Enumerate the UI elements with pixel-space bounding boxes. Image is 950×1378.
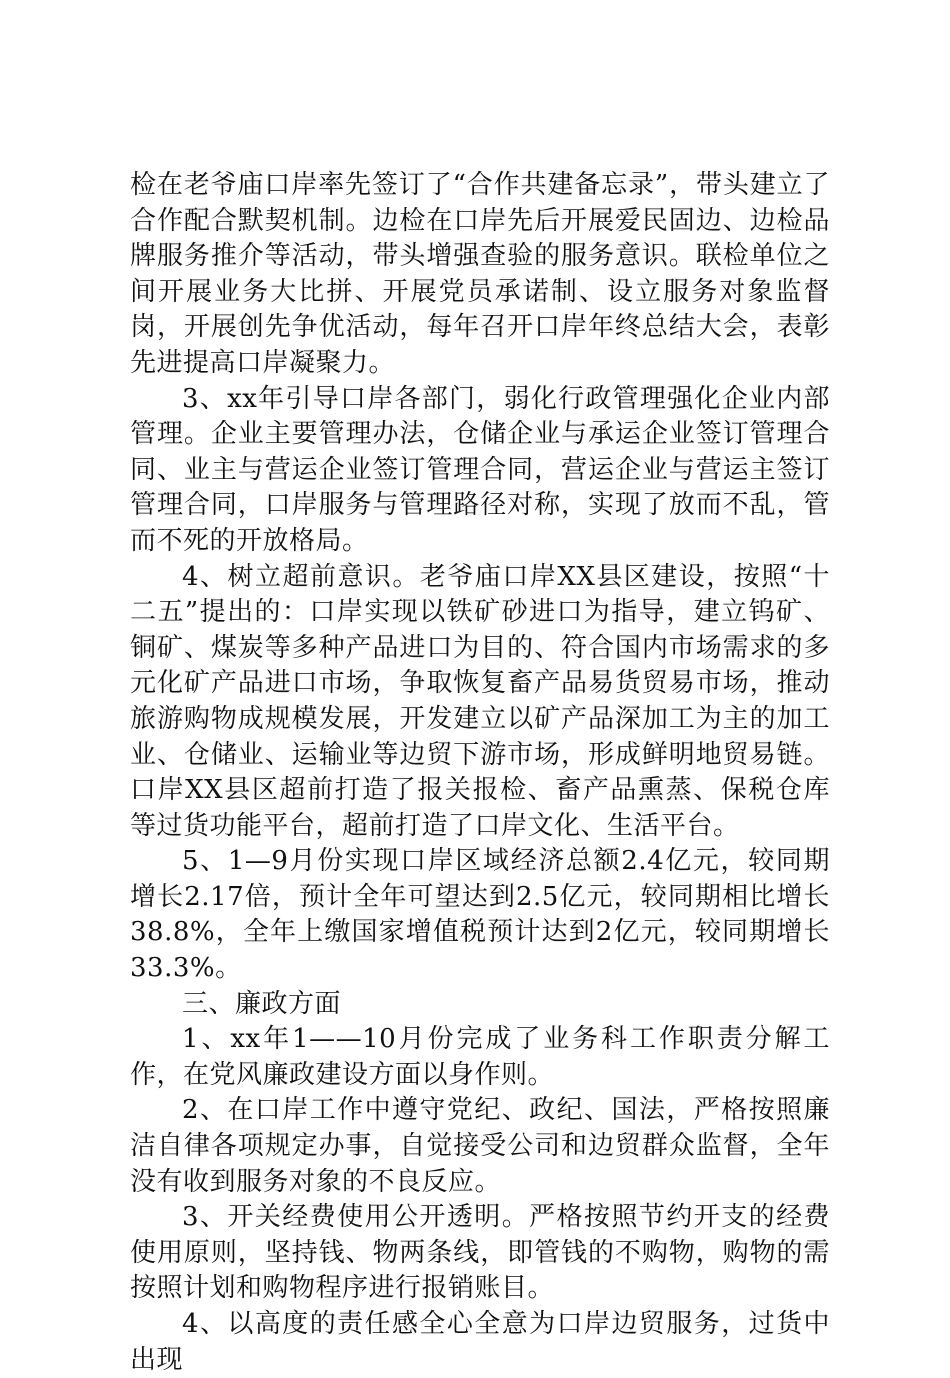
paragraph-integrity-item-3: 3、开关经费使用公开透明。严格按照节约开支的经费使用原则，坚持钱、物两条线，即管钱的不购物，购物的需按照计划和购物程序进行报销账目。 [130, 1202, 830, 1304]
paragraph-integrity-item-2: 2、在口岸工作中遵守党纪、政纪、国法，严格按照廉洁自律各项规定办事，自觉接受公司和边贸群众监督，全年没有收到服务对象的不良反应。 [130, 1095, 830, 1197]
document-body [130, 168, 830, 1378]
paragraph-management-reform: 3、xx年引导口岸各部门，弱化行政管理强化企业内部管理。企业主要管理办法，仓储企业与承运企业签订管理合同、业主与营运企业签订管理合同，营运企业与营运主签订管理合同，口岸服务与管理路径对称，实现了放而不乱，管而不死的开放格局。 [130, 383, 830, 556]
paragraph-integrity-item-1: 1、xx年1——10月份完成了业务科工作职责分解工作，在党风廉政建设方面以身作则。 [130, 1024, 830, 1090]
section-heading-integrity: 三、廉政方面 [182, 988, 342, 1019]
paragraph-integrity-item-4: 4、以高度的责任感全心全意为口岸边贸服务，过货中出现 [130, 1309, 830, 1375]
paragraph-cooperation-mechanism: 检在老爷庙口岸率先签订了“合作共建备忘录”，带头建立了合作配合默契机制。边检在口岸先后开展爱民固边、边检品牌服务推介等活动，带头增强查验的服务意识。联检单位之间开展业务大比拼、开展党员承诺制、设立服务对象监督岗，开展创先争优活动，每年召开口岸年终总结大会，表彰先进提高口岸凝聚力。 [130, 170, 830, 378]
paragraph-forward-planning: 4、树立超前意识。老爷庙口岸XX县区建设，按照“十二五”提出的：口岸实现以铁矿砂进口为指导，建立钨矿、铜矿、煤炭等多种产品进口为目的、符合国内市场需求的多元化矿产品进口市场，争取恢复畜产品易货贸易市场，推动旅游购物成规模发展，开发建立以矿产品深加工为主的加工业、仓储业、运输业等边贸下游市场，形成鲜明地贸易链。口岸XX县区超前打造了报关报检、畜产品熏蒸、保税仓库等过货功能平台，超前打造了口岸文化、生活平台。 [130, 561, 830, 841]
paragraph-economic-results: 5、1—9月份实现口岸区域经济总额2.4亿元，较同期增长2.17倍，预计全年可望达到2.5亿元，较同期相比增长38.8%，全年上缴国家增值税预计达到2亿元，较同期增长33.3%。 [130, 846, 830, 984]
